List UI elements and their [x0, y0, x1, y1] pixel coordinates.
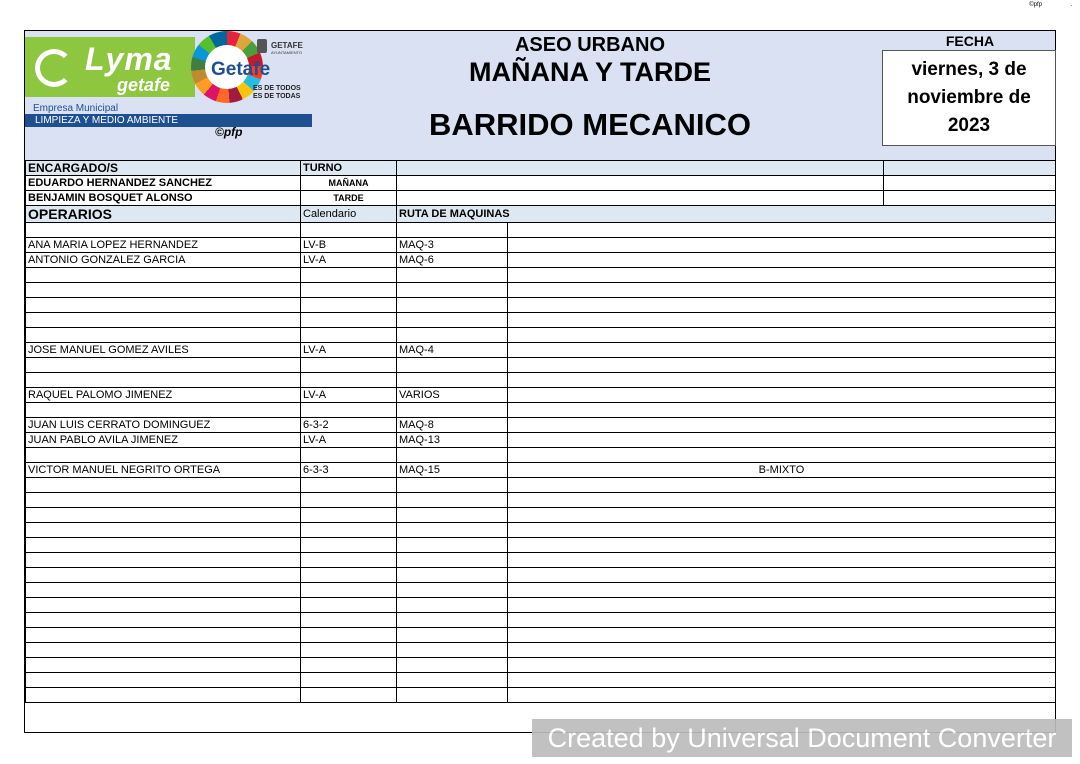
operario-extra — [508, 583, 1056, 598]
operario-maquina — [397, 688, 508, 703]
turno-header: TURNO — [301, 161, 397, 176]
operario-maquina — [397, 298, 508, 313]
operario-name — [26, 523, 301, 538]
schedule-table — [25, 160, 1056, 703]
operario-row — [26, 523, 1056, 538]
operario-row — [26, 343, 1056, 358]
operario-maquina: MAQ-3 — [397, 238, 508, 253]
operario-row — [26, 463, 1056, 478]
title-aseo-urbano: ASEO URBANO — [514, 34, 665, 56]
operario-name: JUAN PABLO AVILA JIMENEZ — [26, 433, 301, 448]
operario-row — [26, 418, 1056, 433]
operario-maquina: MAQ-4 — [397, 343, 508, 358]
operario-extra — [508, 358, 1056, 373]
operario-name — [26, 493, 301, 508]
operario-extra — [508, 388, 1056, 403]
operario-extra — [508, 373, 1056, 388]
operario-calendario: LV-A — [301, 343, 397, 358]
operario-row — [26, 283, 1056, 298]
operario-maquina: VARIOS — [397, 388, 508, 403]
operario-maquina — [397, 538, 508, 553]
operario-extra — [508, 613, 1056, 628]
operario-row — [26, 328, 1056, 343]
encargado-name: EDUARDO HERNANDEZ SANCHEZ — [26, 176, 301, 191]
operario-row — [26, 628, 1056, 643]
operario-maquina — [397, 553, 508, 568]
operario-calendario — [301, 358, 397, 373]
operario-maquina — [397, 493, 508, 508]
operario-extra — [508, 598, 1056, 613]
watermark: Created by Universal Document Converter — [532, 719, 1072, 757]
operario-maquina: MAQ-8 — [397, 418, 508, 433]
corner-pfp-mark: ©pfp — [1029, 2, 1042, 8]
operario-name: ANA MARIA LOPEZ HERNANDEZ — [26, 238, 301, 253]
operario-extra — [508, 268, 1056, 283]
operario-maquina — [397, 403, 508, 418]
operario-maquina — [397, 313, 508, 328]
operario-extra — [508, 523, 1056, 538]
operario-row — [26, 538, 1056, 553]
operario-calendario — [301, 523, 397, 538]
operario-maquina — [397, 643, 508, 658]
operario-calendario — [301, 658, 397, 673]
operario-calendario — [301, 598, 397, 613]
operario-calendario — [301, 328, 397, 343]
operario-extra — [508, 328, 1056, 343]
operario-name: JUAN LUIS CERRATO DOMINGUEZ — [26, 418, 301, 433]
getafe-small-label: GETAFE — [271, 41, 303, 50]
ayuntamiento-label: AYUNTAMIENTO — [271, 50, 303, 55]
operarios-header-row — [26, 206, 1056, 223]
operario-name — [26, 448, 301, 463]
operario-name: JOSE MANUEL GOMEZ AVILES — [26, 343, 301, 358]
operario-name — [26, 283, 301, 298]
operario-extra — [508, 238, 1056, 253]
fecha-value: viernes, 3 de noviembre de 2023 — [882, 50, 1056, 146]
operario-maquina — [397, 373, 508, 388]
operario-calendario — [301, 613, 397, 628]
operario-extra — [508, 628, 1056, 643]
operario-extra — [508, 493, 1056, 508]
corner-dot: . — [1070, 2, 1072, 8]
operario-extra — [508, 223, 1056, 238]
slogan-line-1: ES DE TODOS — [253, 85, 301, 92]
lyma-swirl-icon — [35, 49, 73, 87]
operario-name — [26, 613, 301, 628]
operario-name — [26, 403, 301, 418]
operario-extra — [508, 643, 1056, 658]
operario-row — [26, 643, 1056, 658]
operario-calendario: LV-A — [301, 253, 397, 268]
operario-maquina — [397, 328, 508, 343]
operario-calendario — [301, 373, 397, 388]
operario-maquina — [397, 523, 508, 538]
operario-name — [26, 298, 301, 313]
operario-row — [26, 688, 1056, 703]
encargados-header-row — [26, 161, 1056, 176]
operario-maquina — [397, 508, 508, 523]
operario-name: RAQUEL PALOMO JIMENEZ — [26, 388, 301, 403]
operario-name — [26, 598, 301, 613]
logo-block — [25, 37, 311, 139]
operarios-header: OPERARIOS — [26, 206, 301, 223]
operario-extra — [508, 433, 1056, 448]
operario-calendario — [301, 313, 397, 328]
operario-extra — [508, 673, 1056, 688]
calendario-header: Calendario — [301, 206, 397, 223]
operario-calendario — [301, 538, 397, 553]
operario-extra — [508, 313, 1056, 328]
empresa-municipal-label: Empresa Municipal — [33, 103, 119, 114]
operario-calendario: 6-3-3 — [301, 463, 397, 478]
operario-calendario — [301, 508, 397, 523]
lyma-logo — [25, 37, 195, 97]
operario-calendario — [301, 403, 397, 418]
operario-name — [26, 538, 301, 553]
encargado-row — [26, 176, 1056, 191]
operario-name — [26, 313, 301, 328]
operario-name — [26, 358, 301, 373]
operario-row — [26, 448, 1056, 463]
operario-maquina: MAQ-15 — [397, 463, 508, 478]
operario-row — [26, 478, 1056, 493]
operario-calendario — [301, 568, 397, 583]
operario-name — [26, 628, 301, 643]
operario-maquina — [397, 568, 508, 583]
operario-name — [26, 673, 301, 688]
operario-row — [26, 508, 1056, 523]
operario-calendario: LV-B — [301, 238, 397, 253]
operario-name — [26, 373, 301, 388]
operario-row — [26, 568, 1056, 583]
operario-calendario — [301, 553, 397, 568]
operario-row — [26, 268, 1056, 283]
operario-maquina — [397, 598, 508, 613]
document-sheet — [24, 30, 1056, 733]
lyma-wordmark: Lyma — [85, 41, 173, 77]
operario-name — [26, 478, 301, 493]
encargado-row — [26, 191, 1056, 206]
operario-calendario — [301, 493, 397, 508]
operario-name — [26, 688, 301, 703]
operario-extra — [508, 538, 1056, 553]
operario-maquina — [397, 223, 508, 238]
operario-extra — [508, 283, 1056, 298]
operario-maquina — [397, 268, 508, 283]
operario-row — [26, 433, 1056, 448]
operario-maquina: MAQ-13 — [397, 433, 508, 448]
encargado-turno: TARDE — [301, 191, 397, 206]
operario-calendario — [301, 268, 397, 283]
operario-name — [26, 553, 301, 568]
operario-maquina — [397, 658, 508, 673]
operario-calendario — [301, 688, 397, 703]
getafe-crest-icon — [257, 39, 267, 53]
operario-name — [26, 268, 301, 283]
operario-name — [26, 328, 301, 343]
encargado-name: BENJAMIN BOSQUET ALONSO — [26, 191, 301, 206]
operario-name — [26, 568, 301, 583]
title-barrido: BARRIDO MECANICO — [428, 107, 752, 142]
operario-extra — [508, 568, 1056, 583]
slogan-line-2: ES DE TODAS — [253, 93, 301, 100]
operario-calendario: LV-A — [301, 433, 397, 448]
operario-row — [26, 583, 1056, 598]
operario-calendario — [301, 298, 397, 313]
operario-extra — [508, 508, 1056, 523]
limpieza-bar: LIMPIEZA Y MEDIO AMBIENTE — [25, 114, 312, 127]
operario-row — [26, 313, 1056, 328]
slogan — [253, 85, 301, 101]
lyma-getafe-wordmark: getafe — [117, 75, 171, 95]
operario-extra — [508, 418, 1056, 433]
operario-calendario: LV-A — [301, 388, 397, 403]
operario-maquina: MAQ-6 — [397, 253, 508, 268]
operario-row — [26, 613, 1056, 628]
operario-calendario — [301, 448, 397, 463]
operario-row — [26, 493, 1056, 508]
operario-maquina — [397, 628, 508, 643]
operario-maquina — [397, 613, 508, 628]
operario-row — [26, 658, 1056, 673]
operario-extra — [508, 253, 1056, 268]
encargado-turno: MAÑANA — [301, 176, 397, 191]
operario-row — [26, 358, 1056, 373]
operario-calendario — [301, 673, 397, 688]
operario-maquina — [397, 673, 508, 688]
operario-row — [26, 373, 1056, 388]
operario-name — [26, 643, 301, 658]
operario-maquina — [397, 358, 508, 373]
operario-calendario — [301, 583, 397, 598]
getafe-wordmark: Getafe — [211, 59, 271, 80]
operario-extra — [508, 553, 1056, 568]
operario-calendario — [301, 628, 397, 643]
operario-name — [26, 583, 301, 598]
operario-extra — [508, 298, 1056, 313]
operario-extra — [508, 448, 1056, 463]
sheet-header — [25, 31, 1055, 161]
operario-name: VICTOR MANUEL NEGRITO ORTEGA — [26, 463, 301, 478]
operario-name — [26, 223, 301, 238]
operario-row — [26, 673, 1056, 688]
operario-name: ANTONIO GONZALEZ GARCIA — [26, 253, 301, 268]
operario-extra: B-MIXTO — [508, 463, 1056, 478]
operario-name — [26, 508, 301, 523]
operario-row — [26, 253, 1056, 268]
operario-row — [26, 553, 1056, 568]
operario-maquina — [397, 283, 508, 298]
operario-row — [26, 298, 1056, 313]
operario-row — [26, 598, 1056, 613]
operario-maquina — [397, 583, 508, 598]
operario-extra — [508, 343, 1056, 358]
operario-row — [26, 238, 1056, 253]
operario-extra — [508, 478, 1056, 493]
encargados-header: ENCARGADO/S — [26, 161, 301, 176]
ruta-header: RUTA DE MAQUINAS — [397, 206, 1056, 223]
operario-calendario — [301, 283, 397, 298]
operario-calendario — [301, 223, 397, 238]
operario-calendario — [301, 478, 397, 493]
operario-extra — [508, 658, 1056, 673]
operario-name — [26, 658, 301, 673]
fecha-label: FECHA — [945, 33, 995, 49]
operario-row — [26, 223, 1056, 238]
operario-calendario: 6-3-2 — [301, 418, 397, 433]
operario-maquina — [397, 448, 508, 463]
operario-calendario — [301, 643, 397, 658]
title-turno: MAÑANA Y TARDE — [468, 57, 711, 87]
pfp-mark: ©pfp — [215, 125, 243, 139]
operario-extra — [508, 688, 1056, 703]
operario-extra — [508, 403, 1056, 418]
operario-row — [26, 403, 1056, 418]
operario-maquina — [397, 478, 508, 493]
operario-row — [26, 388, 1056, 403]
